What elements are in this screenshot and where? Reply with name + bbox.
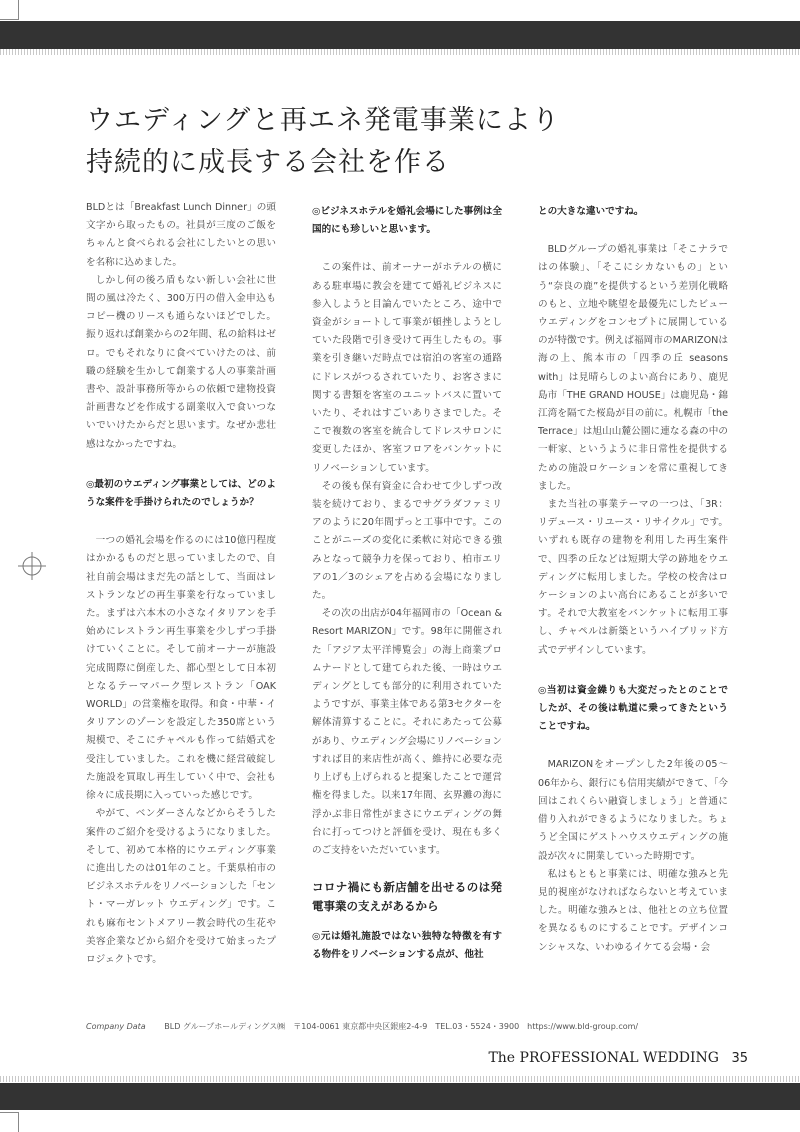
- question-heading: との大きな違いですね。: [538, 206, 644, 217]
- bottom-footer-bar: [0, 1083, 800, 1110]
- question-heading: ◎元は婚礼施設ではない独特な特徴を有する物件をリノベーションする点が、他社: [312, 931, 502, 961]
- top-header-bar: [0, 21, 800, 49]
- title-line-2: 持続的に成長する会社を作る: [86, 147, 450, 178]
- body-paragraph: やがて、ベンダーさんなどからそうした案件のご紹介を受けるようになりました。そして、初めて本格的にウエディング事業に進出したのは01年のこと。千葉県柏市のビジネスホテルをリノベーションした「セント・マーガレット ウエディング」です。これも麻布セントメアリー教会時代の生花や美容企業などから紹介を受けて始まったプロジェクトです。: [86, 808, 276, 965]
- crop-mark: [0, 1112, 19, 1113]
- body-paragraph: その次の出店が04年福岡市の「Ocean & Resort MARIZON」です。98年に開催された「アジア太平洋博覧会」の海上商業プロムナードとして建てられた後、一時はウエディングとしても部分的に利用されていたようですが、事業主体である第3セクターを解体清算することに。それにあたって公募があり、ウエディング会場にリノベーションすれば目的来店性が高く、維持に必要な売り上げも上げられると提案したことで運営権を得ました。以来17年間、玄界灘の海に浮かぶ非日常性がまさにウエディングの舞台に打ってつけと評価を受け、現在も多くのご支持をいただいています。: [312, 608, 502, 856]
- body-paragraph: この案件は、前オーナーがホテルの横にある駐車場に教会を建てて婚礼ビジネスに参入しようと目論んでいたところ、途中で資金がショートして事業が頓挫しようとしていた段階で引き受けて再生したもの。事業を引き継いだ時点では宿泊の客室の通路にドレスがつるされていたり、お客さまに関する書類を客室のユニットバスに置いていたり、それはすごいありさまでした。そこで複数の客室を統合してドレスサロンに変更したほか、客室フロアをバンケットにリノベーションしています。: [312, 262, 502, 474]
- body-paragraph: その後も保有資金に合わせて少しずつ改装を続けており、まるでサグラダファミリアのように20年間ずっと工事中です。このことがニーズの変化に柔軟に対応できる強みとなって競争力を保っており、柏市エリアの1／3のシェアを占める会場になりました。: [312, 480, 502, 602]
- magazine-name: The PROFESSIONAL WEDDING: [488, 1050, 719, 1066]
- article-title: [86, 100, 560, 184]
- body-paragraph: また当社の事業テーマの一つは、「3R：リデュース・リユース・リサイクル」です。いずれも既存の建物を利用した再生案件で、四季の丘などは短期大学の跡地をウエディングに転用しました。学校の校舎はロケーションのよい高台にあることが多いです。それで大教室をバンケットに転用工事し、チャペルは新築というハイブリッド方式でデザインしています。: [538, 499, 728, 656]
- bottom-dotted-rule: [0, 1076, 800, 1082]
- company-data-info: BLD グループホールディングス㈱ 〒104-0061 東京都中央区銀座2-4-9 TEL.03・5524・3900 https://www.bld-group.com/: [164, 1022, 639, 1031]
- company-data: [86, 1021, 638, 1032]
- registration-mark-icon: [18, 552, 46, 580]
- body-paragraph: BLDとは「Breakfast Lunch Dinner」の頭文字から取ったもの。社員が三度のご飯をちゃんと食べられる会社にしたいとの思いを名称に込めました。: [86, 202, 276, 268]
- body-paragraph: しかし何の後ろ盾もない新しい会社に世間の風は冷たく、300万円の借入金申込もコピー機のリースも通らないほどでした。振り返れば創業からの2年間、私の給料はゼロ。でもそれなりに食べていけたのは、前職の経験を生かして創業する人の事業計画書や、設計事務所等からの依頼で建物投資計画書などを作成する副業収入で食いつないでいけたからだと思います。なぜか悲壮感はなかったですね。: [86, 274, 276, 450]
- page-number: 35: [731, 1051, 748, 1066]
- section-subheading: コロナ禍にも新店舗を出せるのは発電事業の支えがあるから: [312, 880, 502, 914]
- body-paragraph: 一つの婚礼会場を作るのには10億円程度はかかるものだと思っていましたので、自社自前会場はまだ先の話として、当面はレストランなどの再生事業を行なっていました。まずは六本木の小さなイタリアンを手始めにレストラン再生事業を少しずつ手掛けていくことに。そして前オーナーが施設完成間際に倒産した、都心型として日本初となるテーマパーク型レストラン「OAK WORLD」の営業権を取得。和食・中華・イタリアンのゾーンを設定した350席という規模で、そこにチャペルも作って結婚式を受注していました。これを機に経営破綻した施設を買取し再生していく中で、会社も徐々に成長期に入っていった感じです。: [86, 535, 276, 802]
- crop-mark: [0, 19, 19, 20]
- page-footer: [488, 1050, 748, 1066]
- text-column-2: [312, 199, 502, 985]
- text-column-3: [538, 199, 728, 957]
- body-paragraph: 私はもともと事業には、明確な強みと先見的視座がなければならないと考えていました。明確な強みとは、他社との立ち位置を異なるものにすることです。デザインコンシャスな、いわゆるイケてる会場・会: [538, 868, 728, 953]
- paragraph-gap: [312, 860, 502, 878]
- question-heading: ◎当初は資金繰りも大変だったとのことでしたが、その後は軌道に乗ってきたということですね。: [538, 684, 728, 733]
- crop-mark: [18, 1112, 19, 1132]
- crop-mark: [18, 0, 19, 20]
- title-line-1: ウエディングと再エネ発電事業により: [86, 105, 560, 136]
- paragraph-gap: [86, 454, 276, 472]
- body-paragraph: MARIZONをオープンした2年後の05～06年から、銀行にも信用実績ができて、「今回はこれくらい融資しましょう」と普通に借り入れができるようになりました。ちょうど全国にゲストハウスウエディングの施設が次々に開業していった時期です。: [538, 759, 728, 862]
- top-dotted-rule: [0, 49, 800, 55]
- question-heading: ◎ビジネスホテルを婚礼会場にした事例は全国的にも珍しいと思います。: [312, 206, 502, 236]
- paragraph-gap: [538, 660, 728, 678]
- text-column-1: [86, 199, 276, 969]
- question-heading: ◎最初のウエディング事業としては、どのような案件を手掛けられたのでしょうか？: [86, 478, 276, 509]
- body-paragraph: BLDグループの婚礼事業は「そこナラではの体験」、「そこにシカないもの」という“奈良の鹿”を提供するという差別化戦略のもと、立地や眺望を最優先にしたビューウエディングをコンセプトに展開しているのが特徴です。例えば福岡市のMARIZONは海の上、熊本市の「四季の丘 seasons with」は見晴らしのよい高台にあり、鹿児島市「THE GRAND HOUSE」は鹿児島・錦江湾を隔てた桜島が目の前に。札幌市「the Terrace」は旭山山麓公園に連なる森の中の一軒家、というように非日常性を提供するための施設ロケーションを常に重視してきました。: [538, 244, 728, 492]
- company-data-label: Company Data: [86, 1022, 146, 1031]
